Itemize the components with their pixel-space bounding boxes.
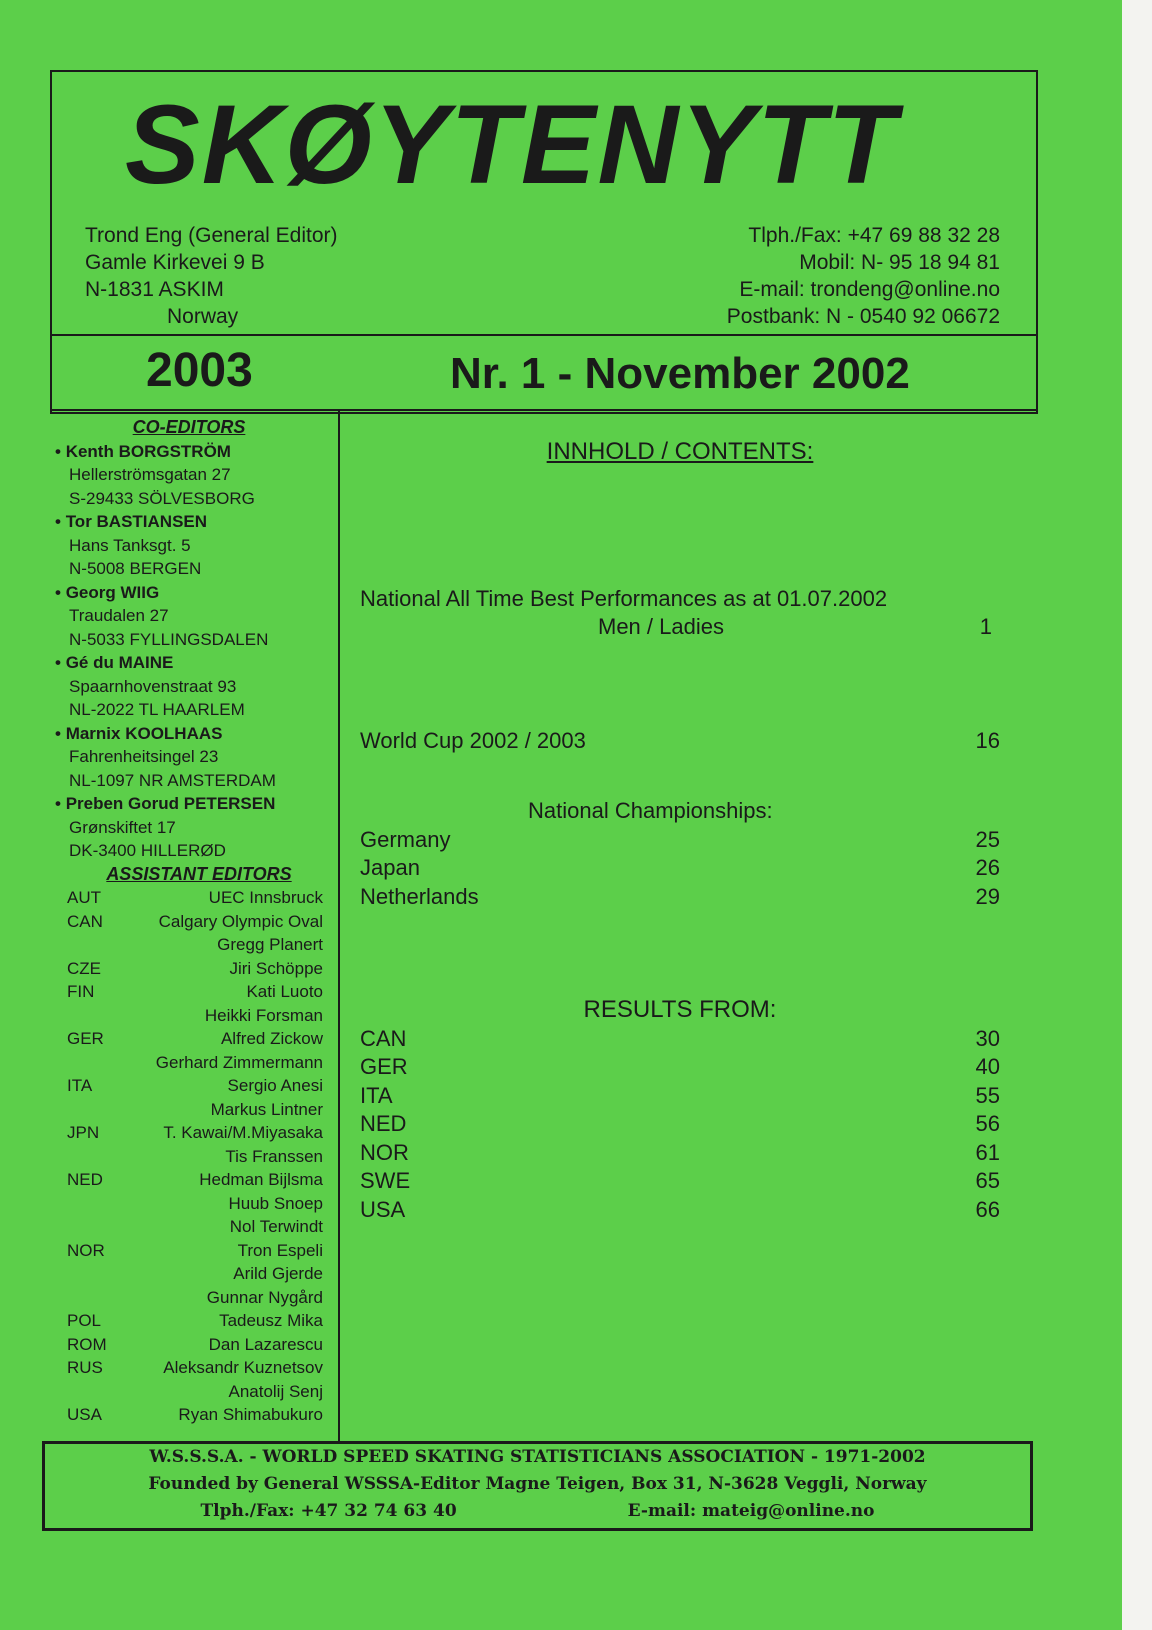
editor-contact-line: Mobil: N- 95 18 94 81 [799, 251, 1000, 274]
divider [50, 409, 1036, 411]
contents-entry [360, 613, 1000, 642]
divider [50, 334, 1036, 336]
co-editor-name-text: Gé du MAINE [65, 653, 174, 672]
country-code: JPN [67, 1123, 100, 1142]
contents-entry [360, 1110, 1000, 1139]
assistant-editor-name: Calgary Olympic Oval [158, 911, 323, 931]
assistant-editor-name: Gerhard Zimmermann [155, 1052, 323, 1072]
entry-page: 55 [975, 1082, 1000, 1108]
footer-email: E-mail: mateig@online.no [627, 1501, 875, 1521]
assistant-editor-row [55, 1380, 323, 1404]
assistant-editor-row [55, 886, 323, 910]
co-editor-street: Hellerströmsgatan 27 [69, 465, 231, 484]
bullet-icon: • [55, 582, 66, 602]
co-editor-street: Spaarnhovenstraat 93 [69, 676, 237, 696]
country-code [55, 1215, 112, 1239]
assistant-editor-row [55, 980, 323, 1004]
entry-page: 1 [979, 614, 992, 639]
results-heading: RESULTS FROM: [583, 996, 777, 1023]
national-championships-heading: National Championships: [528, 798, 773, 823]
bullet-icon: • [55, 723, 66, 743]
assistant-editor-name: Tron Espeli [237, 1240, 323, 1260]
assistant-editor-row [55, 910, 323, 934]
contents-entry [360, 826, 1000, 855]
assistant-editor-row [55, 957, 323, 981]
assistant-editor-name: Tis Franssen [225, 1146, 323, 1166]
country-code: GER [67, 1029, 104, 1048]
co-editor-city: N-5008 BERGEN [69, 559, 202, 578]
assistant-editor-name: Dan Lazarescu [208, 1334, 323, 1354]
country-code [55, 1004, 112, 1028]
contents-entry [360, 883, 1000, 912]
assistant-editor-name: Markus Lintner [210, 1099, 323, 1119]
assistant-editor-row [55, 1309, 323, 1333]
country-code [55, 933, 112, 957]
contents-column [360, 438, 1000, 1224]
assistant-editor-row [55, 1145, 323, 1169]
co-editor-city: NL-2022 TL HAARLEM [69, 700, 245, 719]
co-editor-name-text: Preben Gorud PETERSEN [65, 794, 276, 813]
contents-entry [360, 1053, 1000, 1082]
contents-entry [360, 1082, 1000, 1111]
assistant-editor-name: Gunnar Nygård [206, 1287, 323, 1307]
bullet-icon: • [55, 441, 66, 461]
general-editor-address [85, 222, 338, 330]
co-editor-name [55, 722, 323, 746]
co-editor-name-text: Marnix KOOLHAAS [65, 723, 223, 743]
results-list [360, 1025, 1000, 1225]
editor-contact-line: Postbank: N - 0540 92 06672 [726, 305, 1000, 328]
co-editor-city: NL-1097 NR AMSTERDAM [69, 770, 276, 790]
country-code: AUT [67, 888, 101, 907]
footer-contact [45, 1498, 1030, 1525]
co-editor-name-text: Georg WIIG [65, 582, 160, 602]
country-code [55, 1380, 112, 1404]
co-editor-street: Traudalen 27 [69, 606, 169, 625]
page-edge-strip [1122, 0, 1152, 1630]
country-code: USA [67, 1405, 102, 1424]
assistant-editor-name: Sergio Anesi [227, 1076, 323, 1095]
entry-page: 65 [975, 1168, 1000, 1193]
editors-column [55, 416, 323, 1427]
contents-entry [360, 1139, 1000, 1168]
assistant-editor-name: Huub Snoep [228, 1193, 323, 1213]
general-editor-contact [727, 222, 1000, 330]
entry-label: Germany [360, 826, 451, 852]
editor-line: Norway [167, 305, 239, 328]
national-championships-list [360, 826, 1000, 912]
assistant-editor-row [55, 1004, 323, 1028]
assistant-editor-row [55, 1356, 323, 1380]
contents-entry [360, 1196, 1000, 1225]
assistant-editor-name: Kati Luoto [246, 982, 323, 1001]
entry-label: SWE [360, 1168, 411, 1193]
co-editor-street: Hans Tanksgt. 5 [69, 535, 191, 555]
bullet-icon: • [55, 512, 66, 531]
entry-label: National All Time Best Performances as at 01.07.2002 [360, 585, 888, 611]
co-editor-city: S-29433 SÖLVESBORG [69, 488, 255, 508]
entry-page: 30 [975, 1025, 1000, 1051]
co-editor-city: DK-3400 HILLERØD [69, 841, 226, 860]
entry-label: NOR [360, 1139, 409, 1165]
assistant-editor-row [55, 933, 323, 957]
co-editors-heading: CO-EDITORS [132, 417, 246, 437]
assistant-editor-name: T. Kawai/M.Miyasaka [163, 1123, 323, 1142]
assistant-editor-row [55, 1192, 323, 1216]
co-editor-name-text: Tor BASTIANSEN [65, 512, 208, 531]
entry-page: 16 [975, 727, 1000, 753]
country-code [55, 1145, 112, 1169]
country-code: ITA [67, 1076, 93, 1095]
entry-label: CAN [360, 1025, 407, 1051]
assistant-editor-name: Arild Gjerde [233, 1264, 323, 1283]
assistant-editor-row [55, 1333, 323, 1357]
assistant-editor-name: Nol Terwindt [229, 1217, 323, 1236]
bullet-icon: • [55, 653, 66, 672]
country-code [55, 1051, 112, 1075]
assistant-editor-name: UEC Innsbruck [208, 888, 323, 907]
co-editor-name [55, 510, 323, 534]
entry-page: 56 [975, 1111, 1000, 1136]
co-editor-city: N-5033 FYLLINGSDALEN [69, 629, 269, 649]
assistant-editors-heading: ASSISTANT EDITORS [106, 863, 292, 884]
entry-page: 25 [975, 826, 1000, 852]
assistant-editors-list [55, 886, 323, 1427]
assistant-editor-row [55, 1121, 323, 1145]
country-code: CAN [67, 911, 103, 931]
assistant-editor-row [55, 1098, 323, 1122]
editor-contact-line: E-mail: trondeng@online.no [739, 278, 1000, 301]
footer-line: W.S.S.S.A. - WORLD SPEED SKATING STATISTICIANS ASSOCIATION - 1971-2002 [149, 1447, 926, 1467]
entry-page: 61 [975, 1139, 1000, 1165]
editor-contact-line: Tlph./Fax: +47 69 88 32 28 [748, 224, 1000, 247]
entry-label: World Cup 2002 / 2003 [360, 727, 586, 753]
assistant-editor-row [55, 1074, 323, 1098]
assistant-editor-name: Alfred Zickow [220, 1029, 323, 1048]
assistant-editor-name: Ryan Shimabukuro [178, 1405, 323, 1424]
assistant-editor-name: Aleksandr Kuznetsov [163, 1358, 323, 1377]
country-code: NOR [67, 1240, 105, 1260]
entry-label: Netherlands [360, 883, 479, 909]
contents-entry [360, 1167, 1000, 1196]
co-editor-name [55, 792, 323, 816]
footer-phone: Tlph./Fax: +47 32 74 63 40 [200, 1501, 457, 1521]
section-heading [360, 797, 1000, 826]
contents-entry [360, 1025, 1000, 1054]
contents-entry [360, 727, 1000, 756]
assistant-editor-row [55, 1215, 323, 1239]
co-editor-street: Fahrenheitsingel 23 [69, 747, 219, 766]
co-editor-name [55, 651, 323, 675]
country-code: FIN [67, 982, 95, 1001]
column-divider [338, 411, 340, 1441]
country-code: CZE [67, 958, 101, 978]
country-code [55, 1098, 112, 1122]
country-code [55, 1262, 112, 1286]
country-code: NED [67, 1170, 103, 1189]
entry-label: GER [360, 1054, 408, 1079]
assistant-editor-row [55, 1051, 323, 1075]
footer-line: Founded by General WSSSA-Editor Magne Teigen, Box 31, N-3628 Veggli, Norway [148, 1474, 927, 1494]
assistant-editor-row [55, 1403, 323, 1427]
entry-label: Japan [360, 855, 420, 880]
country-code: ROM [67, 1334, 107, 1354]
editor-line: N-1831 ASKIM [85, 278, 224, 301]
assistant-editor-name: Tadeusz Mika [219, 1311, 323, 1330]
country-code [55, 1192, 112, 1216]
contents-entry [360, 585, 1000, 614]
association-footer [42, 1441, 1033, 1531]
co-editor-name [55, 581, 323, 605]
assistant-editor-row [55, 1168, 323, 1192]
entry-page: 29 [975, 883, 1000, 909]
co-editors-list [55, 440, 323, 863]
contents-title: INNHOLD / CONTENTS: [546, 438, 814, 465]
entry-page: 26 [975, 855, 1000, 880]
co-editor-name [55, 440, 323, 464]
assistant-editor-name: Heikki Forsman [204, 1005, 323, 1025]
assistant-editor-name: Hedman Bijlsma [199, 1170, 323, 1189]
entry-label: Men / Ladies [598, 614, 724, 639]
entry-label: NED [360, 1111, 407, 1136]
volume-year: 2003 [146, 344, 253, 397]
country-code: POL [67, 1311, 102, 1330]
co-editor-name-text: Kenth BORGSTRÖM [65, 441, 231, 461]
entry-label: USA [360, 1196, 406, 1222]
assistant-editor-row [55, 1286, 323, 1310]
issue-number: Nr. 1 - November 2002 [450, 349, 910, 398]
assistant-editor-name: Anatolij Senj [228, 1381, 323, 1401]
entry-label: ITA [360, 1082, 393, 1108]
editor-line: Gamle Kirkevei 9 B [85, 251, 265, 274]
assistant-editor-name: Gregg Planert [217, 935, 323, 954]
masthead-title: SKØYTENYTT [125, 82, 898, 207]
assistant-editor-row [55, 1262, 323, 1286]
assistant-editor-name: Jiri Schöppe [229, 958, 323, 978]
editor-line: Trond Eng (General Editor) [85, 224, 338, 247]
country-code: RUS [67, 1358, 103, 1377]
entry-page: 40 [975, 1054, 1000, 1079]
assistant-editor-row [55, 1239, 323, 1263]
entry-page: 66 [975, 1196, 1000, 1222]
contents-entry [360, 854, 1000, 883]
bullet-icon: • [55, 794, 66, 813]
assistant-editor-row [55, 1027, 323, 1051]
country-code [55, 1286, 112, 1310]
co-editor-street: Grønskiftet 17 [69, 817, 176, 837]
